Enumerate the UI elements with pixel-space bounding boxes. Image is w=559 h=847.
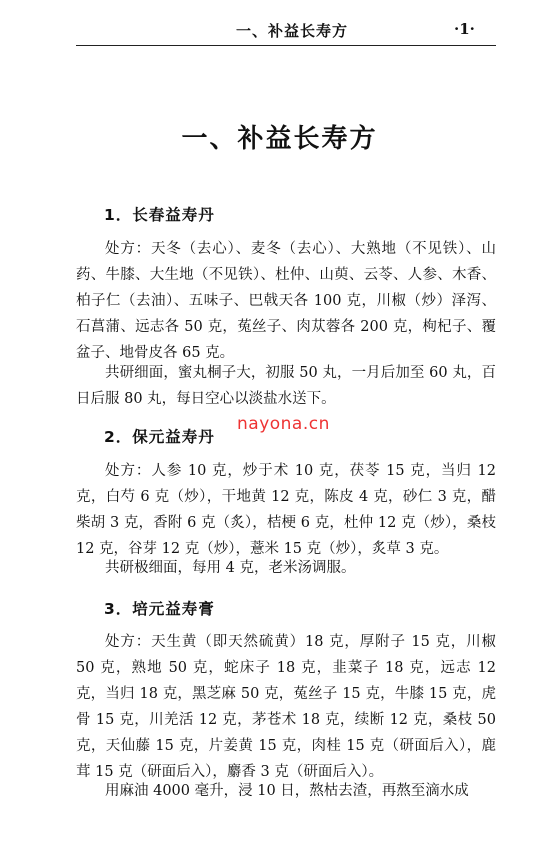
section-title-3: 3．培元益寿膏 [104, 600, 215, 618]
section-3-prescription: 处方：天生黄（即天然硫黄）18 克，厚附子 15 克，川椒 50 克，熟地 50 克，蛇床子 18 克，韭菜子 18 克，远志 12 克，当归 18 克，黑芝麻 50 克，菟丝子 15 克，牛膝 15 克，虎骨 15 克，川羌活 12 克，茅苍术 18 克，续断 12 克，桑枝 50 克，天仙藤 15 克，片姜黄 15 克，肉桂 15 克（研面后入），鹿茸 15 克（研面后入），麝香 3 克（研面后入）。 [76, 634, 496, 780]
section-1-instructions: 共研细面，蜜丸桐子大，初服 50 丸，一月后加至 60 丸，百日后服 80 丸，每日空心以淡盐水送下。 [76, 365, 496, 407]
section-3-instructions: 用麻油 4000 毫升，浸 10 日，熬枯去渣，再熬至滴水成 [105, 783, 469, 799]
section-title-2: 2．保元益寿丹 [104, 428, 215, 446]
section-2-instructions: 共研极细面，每用 4 克，老米汤调服。 [105, 560, 356, 576]
chapter-title: 一、补益长寿方 [181, 124, 378, 154]
watermark: nayona.cn [237, 414, 330, 434]
page-number: ·1· [454, 20, 475, 38]
running-header-title: 一、补益长寿方 [236, 22, 349, 40]
section-2-prescription: 处方：人参 10 克，炒于术 10 克，茯苓 15 克，当归 12 克，白芍 6 克（炒），干地黄 12 克，陈皮 4 克，砂仁 3 克，醋柴胡 3 克，香附 6 克（炙），桔梗 6 克，杜仲 12 克（炒），桑枝 12 克，谷芽 12 克（炒），薏米 15 克（炒），炙草 3 克。 [76, 463, 496, 557]
running-header [0, 0, 559, 48]
header-divider [76, 45, 496, 46]
section-1-prescription: 处方：天冬（去心）、麦冬（去心）、大熟地（不见铁）、山药、牛膝、大生地（不见铁）、杜仲、山萸、云苓、人参、木香、柏子仁（去油）、五味子、巴戟天各 100 克，川椒（炒）泽泻、石菖蒲、远志各 50 克，菟丝子、肉苁蓉各 200 克，枸杞子、覆盆子、地骨皮各 65 克。 [76, 241, 496, 361]
section-title-1: 1．长春益寿丹 [104, 206, 215, 224]
